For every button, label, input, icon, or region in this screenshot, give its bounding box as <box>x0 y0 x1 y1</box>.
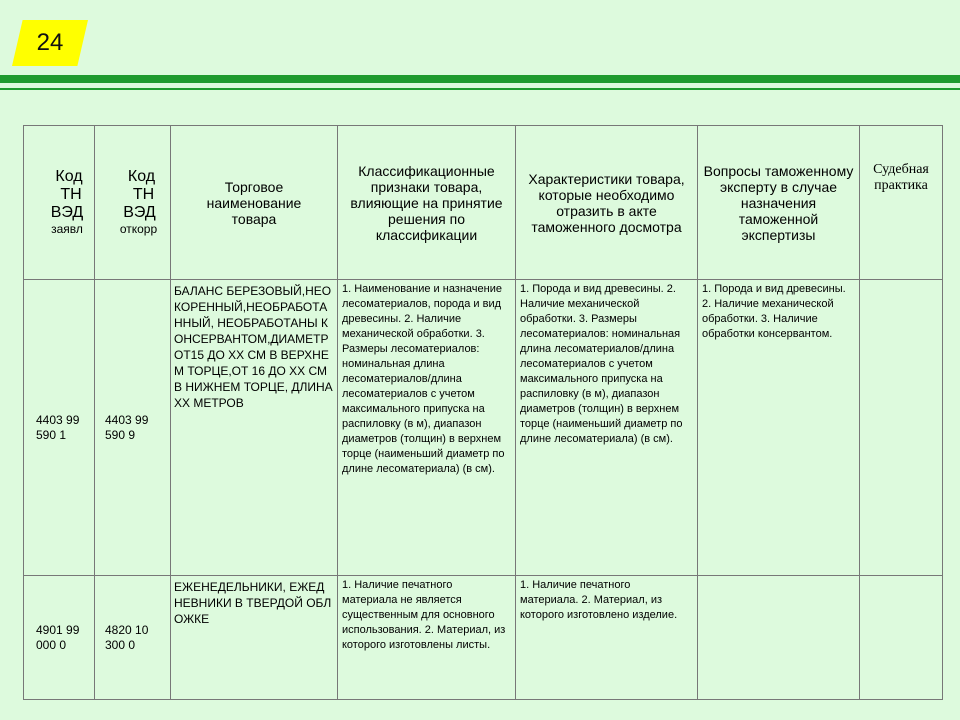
row-trade-name: БАЛАНС БЕРЕЗОВЫЙ,НЕОКОРЕННЫЙ,НЕОБРАБОТАННЫЙ, НЕОБРАБОТАНЫ КОНСЕРВАНТОМ,ДИАМЕТР ОТ15 ДО ХХ СМ В ВЕРХНЕМ ТОРЦЕ,ОТ 16 ДО ХХ СМ В НИЖНЕМ ТОРЦЕ, ДЛИНА ХХ МЕТРОВ <box>171 280 338 576</box>
row-characteristics: 1. Порода и вид древесины. 2. Наличие механической обработки. 3. Размеры лесоматериалов: номинальная длина лесоматериалов/длина лесоматериалов с учетом максимального припуска на распиловку (в м), диапазон диаметров (толщин) в верхнем торце (наименьший диаметр по длине лесоматериала) (в см). <box>516 280 698 576</box>
header-expert-questions <box>698 126 860 280</box>
header-code-declared-l1: Код <box>55 168 83 185</box>
row-classification-features: 1. Наличие печатного материала не является существенным для основного использования. 2. Материал, из которого изготовлены листы. <box>338 576 516 700</box>
header-divider-thick <box>0 75 960 83</box>
row-code-corrected: 4820 10 300 0 <box>95 576 171 700</box>
row-expert-questions <box>698 576 860 700</box>
header-trade-name <box>171 126 338 280</box>
row-code-declared: 4403 99 590 1 <box>24 280 95 576</box>
header-code-corrected-l1: Код <box>127 168 156 185</box>
row-court-practice <box>860 576 943 700</box>
header-divider-thin <box>0 88 960 90</box>
row-code-corrected: 4403 99 590 9 <box>95 280 171 576</box>
row-trade-name: ЕЖЕНЕДЕЛЬНИКИ, ЕЖЕДНЕВНИКИ В ТВЕРДОЙ ОБЛОЖКЕ <box>171 576 338 700</box>
header-trade-name-text: Торговое наименование товара <box>206 178 302 227</box>
header-expert-questions-text: Вопросы таможенному эксперту в случае назначения таможенной экспертизы <box>703 162 854 243</box>
header-row <box>24 126 943 280</box>
header-code-declared-l2: ТН <box>60 186 82 203</box>
slide-number: 24 <box>36 29 64 56</box>
customs-classification-table <box>23 125 943 700</box>
header-characteristics-text: Характеристики товара, которые необходимо отразить в акте таможенного досмотра <box>528 170 685 235</box>
row-court-practice <box>860 280 943 576</box>
header-court-practice <box>860 126 943 280</box>
header-code-declared-l4: заявл <box>51 222 83 236</box>
table-row <box>24 280 943 576</box>
row-characteristics: 1. Наличие печатного материала. 2. Материал, из которого изготовлено изделие. <box>516 576 698 700</box>
header-court-practice-text: Судебная практика <box>873 162 929 193</box>
header-code-declared-l3: ВЭД <box>50 204 84 221</box>
header-code-corrected-l2: ТН <box>132 186 155 203</box>
header-code-declared <box>24 126 95 280</box>
header-classification-features-text: Классификационные признаки товара, влияющие на принятие решения по классификации <box>350 162 503 243</box>
header-code-corrected <box>95 126 171 280</box>
row-expert-questions: 1. Порода и вид древесины. 2. Наличие механической обработки. 3. Наличие обработки консервантом. <box>698 280 860 576</box>
table-row <box>24 576 943 700</box>
header-characteristics <box>516 126 698 280</box>
row-code-declared: 4901 99 000 0 <box>24 576 95 700</box>
header-code-corrected-l4: откорр <box>119 222 158 236</box>
header-code-corrected-l3: ВЭД <box>123 204 156 221</box>
header-classification-features <box>338 126 516 280</box>
row-classification-features: 1. Наименование и назначение лесоматериалов, порода и вид древесины. 2. Наличие механической обработки. 3. Размеры лесоматериалов: номинальная длина лесоматериалов/длина лесоматериалов с учетом максимального припуска на распиловку (в м), диапазон диаметров (толщин) в верхнем торце (наименьший диаметр по длине лесоматериала) (в см). <box>338 280 516 576</box>
